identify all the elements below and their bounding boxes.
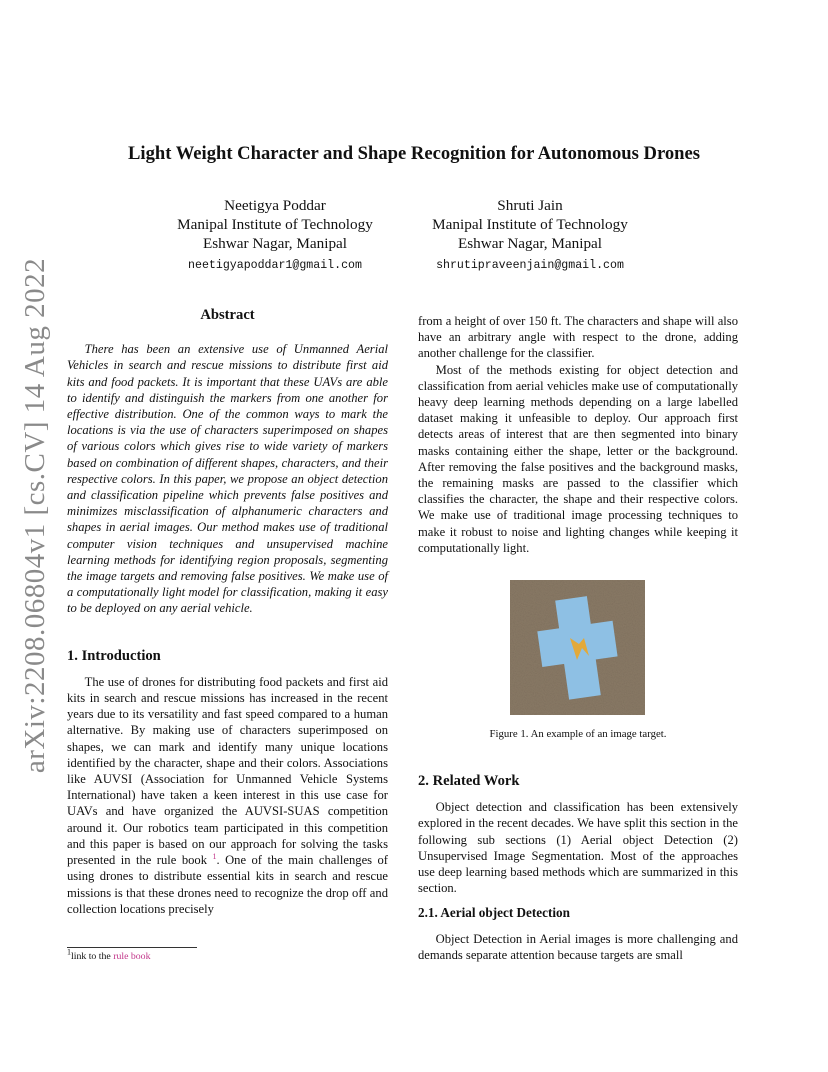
- author-address: Eshwar Nagar, Manipal: [202, 235, 348, 252]
- image-target-photo: [510, 580, 645, 715]
- author-institution: Manipal Institute of Technology: [177, 216, 373, 233]
- author-block-1: [160, 196, 390, 275]
- author-institution: Manipal Institute of Technology: [432, 216, 628, 233]
- figure-caption: Figure 1. An example of an image target.: [489, 728, 667, 740]
- intro-paragraph-1: [67, 674, 388, 917]
- footnote: [67, 947, 151, 962]
- intro-paragraph-2: Most of the methods existing for object detection and classification from aerial vehicles make use of computationally heavy deep learning methods depending on a large labelled dataset making it unfeasible to deploy. Our approach first detects areas of interest that are then segmented into binary masks containing either the shape, letter or the background. After removing the false positives and the background masks, the remaining masks are passed to the classifier which classifies the character, the shape and their respective colors. We make use of traditional image processing techniques to make it robust to noise and lighting changes while keeping it computationally light.: [418, 362, 738, 555]
- footnote-divider: [67, 947, 197, 948]
- author-email: neetigyapoddar1@gmail.com: [188, 259, 362, 272]
- arxiv-identifier-text: arXiv:2208.06804v1 [cs.CV] 14 Aug 2022: [19, 257, 52, 773]
- author-name: Shruti Jain: [497, 197, 563, 214]
- footnote-text: link to the: [71, 951, 114, 962]
- intro-paragraph-1-continuation: from a height of over 150 ft. The characters and shape will also have an arbitrary angle with respect to the drone, adding another challenge for the classifier.: [418, 314, 738, 361]
- intro-text-before-footnote: The use of drones for distributing food packets and first aid kits in search and rescue missions has increased in the recent years due to its versatility and fast speed compared to a human alternative. By making use of characters superimposed on shapes, we can mark and identify many unique locations identified by the character, shape and their colors. Associations like AUVSI (Association for Unmanned Vehicle Systems International) have taken a keen interest in this use case for UAVs and have organized the AUVSI-SUAS competition around it. Our robotics team participated in this competition and this paper is based on our approach for solving the tasks presented in the rule book: [67, 674, 388, 868]
- arxiv-identifier: [16, 257, 56, 773]
- right-column-bottom: [418, 773, 738, 963]
- intro-text-after-footnote: . One of the main challenges of using drones to distribute essential kits in search and rescue missions is that these drones need to recognize the drop off and collection locations precisely: [67, 853, 389, 916]
- section-heading-related-work: 2. Related Work: [418, 773, 520, 789]
- author-address: Eshwar Nagar, Manipal: [457, 235, 603, 252]
- footnote-marker[interactable]: 1: [212, 851, 217, 861]
- abstract-heading: Abstract: [200, 307, 255, 323]
- aerial-detection-paragraph: Object Detection in Aerial images is more challenging and demands separate attention because targets are small: [418, 931, 738, 962]
- author-email: shrutipraveenjain@gmail.com: [436, 259, 624, 272]
- paper-title: Light Weight Character and Shape Recognition for Autonomous Drones: [128, 143, 700, 164]
- abstract-text: There has been an extensive use of Unmanned Aerial Vehicles in search and rescue missions to distribute first aid kits and food packets. It is important that these UAVs are able to identify and distinguish the markers from one another for effective distribution. One of the common ways to mark the locations is via the use of characters superimposed on shapes of various colors which gives rise to wide variety of markers based on combination of different shapes, characters, and their respective colors. In this paper, we propose an object detection and classification pipeline which prevents false positives and minimizes misclassification of alphanumeric characters and shapes in aerial images. Our method makes use of traditional computer vision techniques and unsupervised machine learning methods for identifying region proposals, segmenting the image targets and removing false positives. We make use of a computationally light model for classification, making it easy to be deployed on any aerial vehicle.: [67, 342, 388, 616]
- rule-book-link[interactable]: rule book: [113, 951, 151, 962]
- footnote-number: 1: [67, 947, 71, 957]
- figure-image-target: [510, 580, 645, 715]
- author-block-2: [420, 196, 640, 275]
- section-heading-introduction: 1. Introduction: [67, 647, 161, 664]
- left-column: [67, 307, 388, 917]
- subsection-heading-aerial-detection: 2.1. Aerial object Detection: [418, 905, 570, 921]
- related-work-paragraph: Object detection and classification has been extensively explored in the recent decades. We have split this section in the following sub sections (1) Aerial object Detection (2) Unsupervised Image Segmentation. Most of the approaches use deep learning based methods which are summarized in this section.: [418, 800, 738, 896]
- author-name: Neetigya Poddar: [224, 197, 326, 214]
- right-column-top: [418, 313, 738, 556]
